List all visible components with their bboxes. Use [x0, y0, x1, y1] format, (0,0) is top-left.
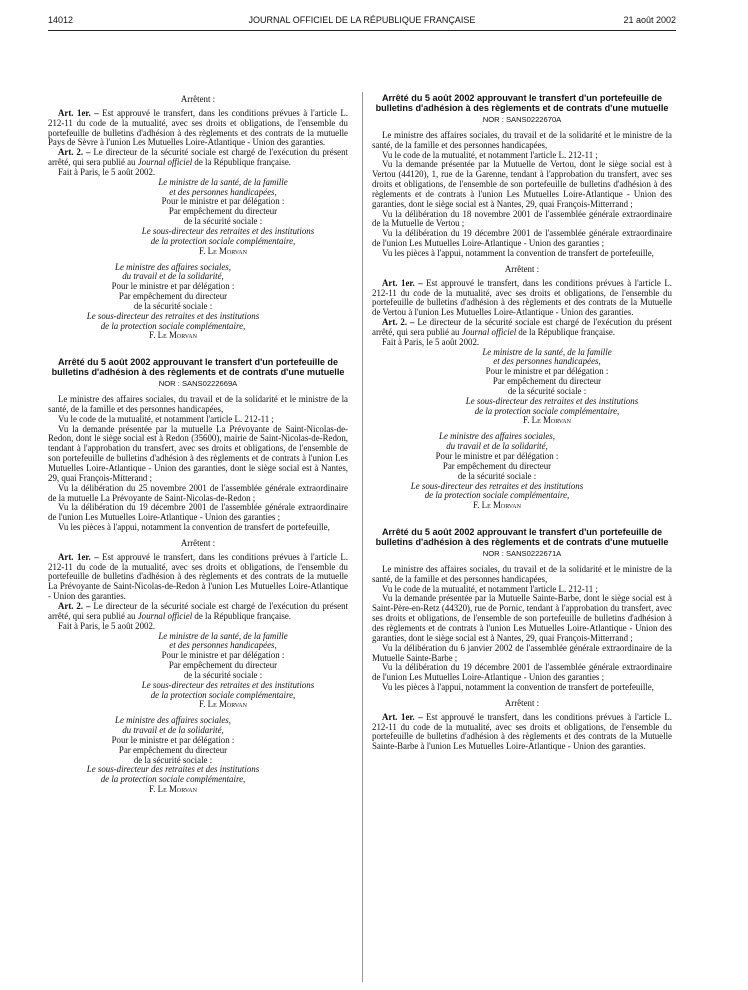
article-2: Art. 2. – Le directeur de la sécurité sociale est chargé de l'exécution du présent arrêté, qui sera publié au Journal officiel de la République française.: [372, 317, 673, 337]
column-separator: [362, 92, 363, 982]
article-1: Art. 1er. – Est approuvé le transfert, dans les conditions prévues à l'article L. 212-11 du code de la mutualité, avec ses droits et obligations, de l'ensemble du portefeuille de bulletins d'adhésion à des règlements et des contrats de la mutuelle Pays de Sèvre à l'union Les Mutuelles Loire-Atlantique - Union des garanties.: [48, 107, 348, 148]
paragraph: Le ministre des affaires sociales, du travail et de la solidarité et le ministre de la santé, de la famille et des personnes handicapées,: [48, 394, 348, 414]
signature-block-affaires: Le ministre des affaires sociales, du travail et de la solidarité, Pour le ministre et par délégation : Par empêchement du directeur de la sécurité sociale : Le sous-directeur des retraites et des institutions de la protection sociale complémentaire, F. Le Morvan: [410, 431, 584, 511]
paragraph: Vu la demande présentée par la Mutuelle de Vertou, dont le siège social est à Vertou (44120), 1, rue de la Garenne, tendant à l'approbation du transfert, avec ses droits et obligations, de l'ensemble de son portefeuille de bulletins d'adhésion à des règlements et de contrats à l'union Les Mutuelles Loire-Atlantique - Union des garanties, dont le siège social est à Nantes, 29, quai François-Mitterrand ;: [372, 159, 672, 209]
paragraph: Vu la délibération du 19 décembre 2001 de l'assemblée générale extraordinaire de l'union Les Mutuelles Loire-Atlantique - Union des garanties ;: [372, 228, 672, 249]
signature-block-sante: Le ministre de la santé, de la famille et des personnes handicapées, Pour le ministre et par délégation : Par empêchement du directeur de la sécurité sociale : Le sous-directeur des retraites et des institutions de la protection sociale complémentaire, F. Le Morvan: [465, 346, 639, 426]
paragraph: Vu la délibération du 25 novembre 2001 de l'assemblée générale extraordinaire de la mutuelle La Prévoyante de Saint-Nicolas-de-Redon ;: [48, 482, 348, 503]
signature-block-affaires: Le ministre des affaires sociales, du travail et de la solidarité, Pour le ministre et par délégation : Par empêchement du directeur de la sécurité sociale : Le sous-directeur des retraites et des institutions de la protection sociale complémentaire, F. Le Morvan: [86, 261, 260, 341]
paragraph: Vu les pièces à l'appui, notamment la convention de transfert de portefeuille,: [382, 247, 654, 258]
paragraph: Vu le code de la mutualité, et notamment l'article L. 212-11 ;: [382, 583, 598, 594]
paragraph: Vu la délibération du 19 décembre 2001 de l'assemblée générale extraordinaire de l'union Les Mutuelles Loire-Atlantique - Union des garanties ;: [372, 662, 672, 683]
paragraph: Le ministre des affaires sociales, du travail et de la solidarité et le ministre de la santé, de la famille et des personnes handicapées,: [372, 563, 672, 584]
fait-a-paris: Fait à Paris, le 5 août 2002.: [58, 166, 156, 177]
paragraph: Le ministre des affaires sociales, du travail et de la solidarité et le ministre de la santé, de la famille et des personnes handicapées,: [372, 129, 672, 150]
signature-block-sante: Le ministre de la santé, de la famille et des personnes handicapées, Pour le ministre et par délégation : Par empêchement du directeur de la sécurité sociale : Le sous-directeur des retraites et des institutions de la protection sociale complémentaire, F. Le Morvan: [141, 630, 315, 710]
header-rule: [48, 30, 676, 31]
right-column: [372, 93, 672, 752]
article-label: Art. 1er. –: [58, 107, 99, 118]
article-1: Art. 1er. – Est approuvé le transfert, dans les conditions prévues à l'article L. 212-11 du code de la mutualité, avec ses droits et obligations, de l'ensemble du portefeuille de bulletins d'adhésion à des règlements et des contrats de la Mutuelle Sainte-Barbe à l'union Les Mutuelles Loire-Atlantique - Union des garanties.: [372, 711, 672, 752]
signature-block-sante: Le ministre de la santé, de la famille et des personnes handicapées, Pour le ministre et par délégation : Par empêchement du directeur de la sécurité sociale : Le sous-directeur des retraites et des institutions de la protection sociale complémentaire, F. Le Morvan: [48, 178, 348, 257]
paragraph: Vu la délibération du 18 novembre 2001 de l'assemblée générale extraordinaire de la Mutuelle de Vertou ;: [372, 208, 672, 229]
fait-a-paris: Fait à Paris, le 5 août 2002.: [58, 620, 156, 631]
issue-date: 21 août 2002: [623, 15, 676, 25]
paragraph: Vu les pièces à l'appui, notamment la convention de transfert de portefeuille,: [382, 682, 654, 693]
arretent-label: Arrêtent :: [504, 697, 540, 708]
left-column: [48, 93, 348, 795]
paragraph: Vu la délibération du 19 décembre 2001 de l'assemblée générale extraordinaire de l'union Les Mutuelles Loire-Atlantique - Union des garanties ;: [48, 502, 348, 523]
nor-reference: NOR : SANS0222669A: [158, 379, 238, 389]
decree-title: Arrêté du 5 août 2002 approuvant le transfert d'un portefeuille de bulletins d'adhésion à des règlements et de contrats d'une mutuelle: [375, 527, 669, 548]
journal-title: JOURNAL OFFICIEL DE LA RÉPUBLIQUE FRANÇAISE: [248, 15, 476, 25]
signatory-name: F. Le Morvan: [199, 245, 247, 256]
paragraph: Vu la demande présentée par la mutuelle La Prévoyante de Saint-Nicolas-de-Redon, dont le siège social est à Redon (35600), mairie de Saint-Nicolas-de-Redon, tendant à l'approbation du transfert, avec ses droits et obligations, de l'ensemble de son portefeuille de bulletins d'adhésion à des règlements et de contrats à l'union Les Mutuelles Loire-Atlantique - Union des garanties, dont le siège social est à Nantes, 29, quai François-Mitterand ;: [48, 423, 348, 483]
paragraph: Vu le code de la mutualité, et notamment l'article L. 212-11 ;: [58, 413, 274, 424]
article-1: Art. 1er. – Est approuvé le transfert, dans les conditions prévues à l'article L. 212-11 du code de la mutualité, avec ses droits et obligations, de l'ensemble du portefeuille de bulletins d'adhésion à des règlements et des contrats de la Mutuelle de Vertou à l'union Les Mutuelles Loire-Atlantique - Union des garanties.: [372, 277, 672, 318]
page-number: 14012: [48, 15, 74, 25]
arretent-label: Arrêtent :: [504, 263, 540, 274]
paragraph: Vu la demande présentée par la Mutuelle Sainte-Barbe, dont le siège social est à Saint-Père-en-Retz (44320), rue de Pornic, tendant à l'approbation du transfert, avec ses droits et obligations, de l'ensemble de son portefeuille de bulletins d'adhésion à des règlements et de contrats à l'union Les Mutuelles Loire-Atlantique - Union des garanties, dont le siège social est à Nantes, 29, quai François-Mitterrand ;: [372, 593, 672, 643]
paragraph: Vu les pièces à l'appui, notamment la convention de transfert de portefeuille,: [58, 522, 330, 533]
nor-reference: NOR : SANS0222670A: [482, 115, 562, 124]
fait-a-paris: Fait à Paris, le 5 août 2002.: [382, 336, 480, 347]
decree-title: Arrêté du 5 août 2002 approuvant le transfert d'un portefeuille de bulletins d'adhésion à des règlements et de contrats d'une mutuelle: [51, 357, 345, 378]
decree-title: Arrêté du 5 août 2002 approuvant le transfert d'un portefeuille de bulletins d'adhésion à des règlements et de contrats d'une mutuelle: [375, 93, 669, 113]
paragraph: Vu la délibération du 6 janvier 2002 de l'assemblée générale extraordinaire de la Mutuelle Sainte-Barbe ;: [372, 642, 672, 663]
article-2: Art. 2. – Le directeur de la sécurité sociale est chargé de l'exécution du présent arrêté, qui sera publié au Journal officiel de la République française.: [48, 147, 349, 168]
signature-block-affaires: Le ministre des affaires sociales, du travail et de la solidarité, Pour le ministre et par délégation : Par empêchement du directeur de la sécurité sociale : Le sous-directeur des retraites et des institutions de la protection sociale complémentaire, F. Le Morvan: [86, 715, 260, 795]
paragraph: Vu le code de la mutualité, et notamment l'article L. 212-11 ;: [382, 149, 598, 160]
arretent-label: Arrêtent :: [180, 94, 216, 104]
arretent-label: Arrêtent :: [180, 537, 216, 548]
article-2: Art. 2. – Le directeur de la sécurité sociale est chargé de l'exécution du présent arrêté, qui sera publié au Journal officiel de la République française.: [48, 600, 349, 621]
nor-reference: NOR : SANS0222671A: [482, 549, 562, 559]
article-1: Art. 1er. – Est approuvé le transfert, dans les conditions prévues à l'article L. 212-11 du code de la mutualité, avec ses droits et obligations, de l'ensemble du portefeuille de bulletins d'adhésion à des règlements et des contrats de la mutuelle La Prévoyante de Saint-Nicolas-de-Redon à l'union Les Mutuelles Loire-Atlantique - Union des garanties.: [48, 551, 348, 602]
page-header: [48, 16, 676, 30]
